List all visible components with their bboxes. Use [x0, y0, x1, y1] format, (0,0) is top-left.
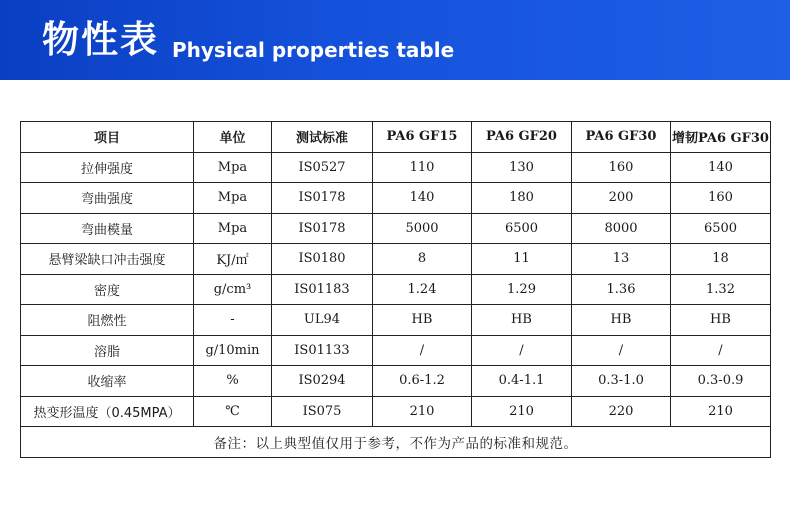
cell-value: HB: [572, 305, 671, 336]
cell-value: 130: [472, 152, 572, 183]
cell-item: 溶脂: [21, 335, 194, 366]
cell-value: 180: [472, 183, 572, 214]
column-header-standard: 测试标准: [272, 122, 373, 153]
cell-value: HB: [671, 305, 771, 336]
table-row-shrinkage: [21, 366, 771, 397]
properties-table: [20, 121, 771, 458]
cell-value: 140: [671, 152, 771, 183]
cell-value: 1.32: [671, 274, 771, 305]
cell-value: /: [472, 335, 572, 366]
cell-unit: KJ/㎡: [194, 244, 272, 275]
column-header-pa6-gf20: PA6 GF20: [472, 122, 572, 153]
cell-unit: %: [194, 366, 272, 397]
cell-value: /: [373, 335, 472, 366]
cell-value: 160: [572, 152, 671, 183]
cell-value: 220: [572, 396, 671, 427]
table-row-notched-impact: [21, 244, 771, 275]
cell-value: 1.29: [472, 274, 572, 305]
cell-value: 160: [671, 183, 771, 214]
cell-standard: IS075: [272, 396, 373, 427]
cell-standard: IS0294: [272, 366, 373, 397]
cell-item: 弯曲强度: [21, 183, 194, 214]
cell-value: /: [671, 335, 771, 366]
cell-unit: g/10min: [194, 335, 272, 366]
column-header-unit: 单位: [194, 122, 272, 153]
cell-value: 0.3-1.0: [572, 366, 671, 397]
column-header-item: 项目: [21, 122, 194, 153]
page-title-cn: 物性表: [42, 18, 159, 61]
cell-value: 210: [671, 396, 771, 427]
cell-unit: Mpa: [194, 152, 272, 183]
cell-item: 收缩率: [21, 366, 194, 397]
cell-standard: IS0178: [272, 183, 373, 214]
cell-value: 210: [472, 396, 572, 427]
cell-item: 密度: [21, 274, 194, 305]
cell-item: 弯曲模量: [21, 213, 194, 244]
cell-value: 140: [373, 183, 472, 214]
cell-value: 1.36: [572, 274, 671, 305]
cell-value: 0.4-1.1: [472, 366, 572, 397]
cell-value: 200: [572, 183, 671, 214]
column-header-pa6-gf15: PA6 GF15: [373, 122, 472, 153]
column-header-pa6-gf30: PA6 GF30: [572, 122, 671, 153]
cell-value: 18: [671, 244, 771, 275]
cell-unit: g/cm³: [194, 274, 272, 305]
cell-standard: IS01183: [272, 274, 373, 305]
cell-value: 0.6-1.2: [373, 366, 472, 397]
cell-value: 6500: [671, 213, 771, 244]
cell-unit: ℃: [194, 396, 272, 427]
cell-value: 0.3-0.9: [671, 366, 771, 397]
cell-value: 8000: [572, 213, 671, 244]
table-row-flame-retardancy: [21, 305, 771, 336]
cell-standard: IS01133: [272, 335, 373, 366]
cell-standard: IS0180: [272, 244, 373, 275]
column-header-toughened-pa6-gf30: 增韧PA6 GF30: [671, 122, 771, 153]
table-header-row: [21, 122, 771, 153]
cell-value: 13: [572, 244, 671, 275]
cell-unit: Mpa: [194, 213, 272, 244]
cell-value: HB: [472, 305, 572, 336]
cell-value: 210: [373, 396, 472, 427]
cell-standard: IS0178: [272, 213, 373, 244]
cell-standard: UL94: [272, 305, 373, 336]
table-row-heat-deflection: [21, 396, 771, 427]
cell-item: 热变形温度（0.45MPA）: [21, 396, 194, 427]
cell-value: 5000: [373, 213, 472, 244]
cell-value: 11: [472, 244, 572, 275]
header-banner: [0, 0, 790, 80]
cell-value: 6500: [472, 213, 572, 244]
cell-value: 110: [373, 152, 472, 183]
table-row-flexural-modulus: [21, 213, 771, 244]
cell-unit: Mpa: [194, 183, 272, 214]
cell-value: 1.24: [373, 274, 472, 305]
cell-value: 8: [373, 244, 472, 275]
table-row-tensile-strength: [21, 152, 771, 183]
table-row-flexural-strength: [21, 183, 771, 214]
cell-value: /: [572, 335, 671, 366]
cell-value: HB: [373, 305, 472, 336]
cell-item: 拉伸强度: [21, 152, 194, 183]
cell-item: 悬臂梁缺口冲击强度: [21, 244, 194, 275]
table-row-melt-index: [21, 335, 771, 366]
page-title-en: Physical properties table: [172, 38, 455, 62]
table-row-density: [21, 274, 771, 305]
cell-item: 阻燃性: [21, 305, 194, 336]
cell-standard: IS0527: [272, 152, 373, 183]
cell-unit: -: [194, 305, 272, 336]
table-note: 备注：以上典型值仅用于参考，不作为产品的标准和规范。: [21, 427, 771, 458]
table-note-row: [21, 427, 771, 458]
